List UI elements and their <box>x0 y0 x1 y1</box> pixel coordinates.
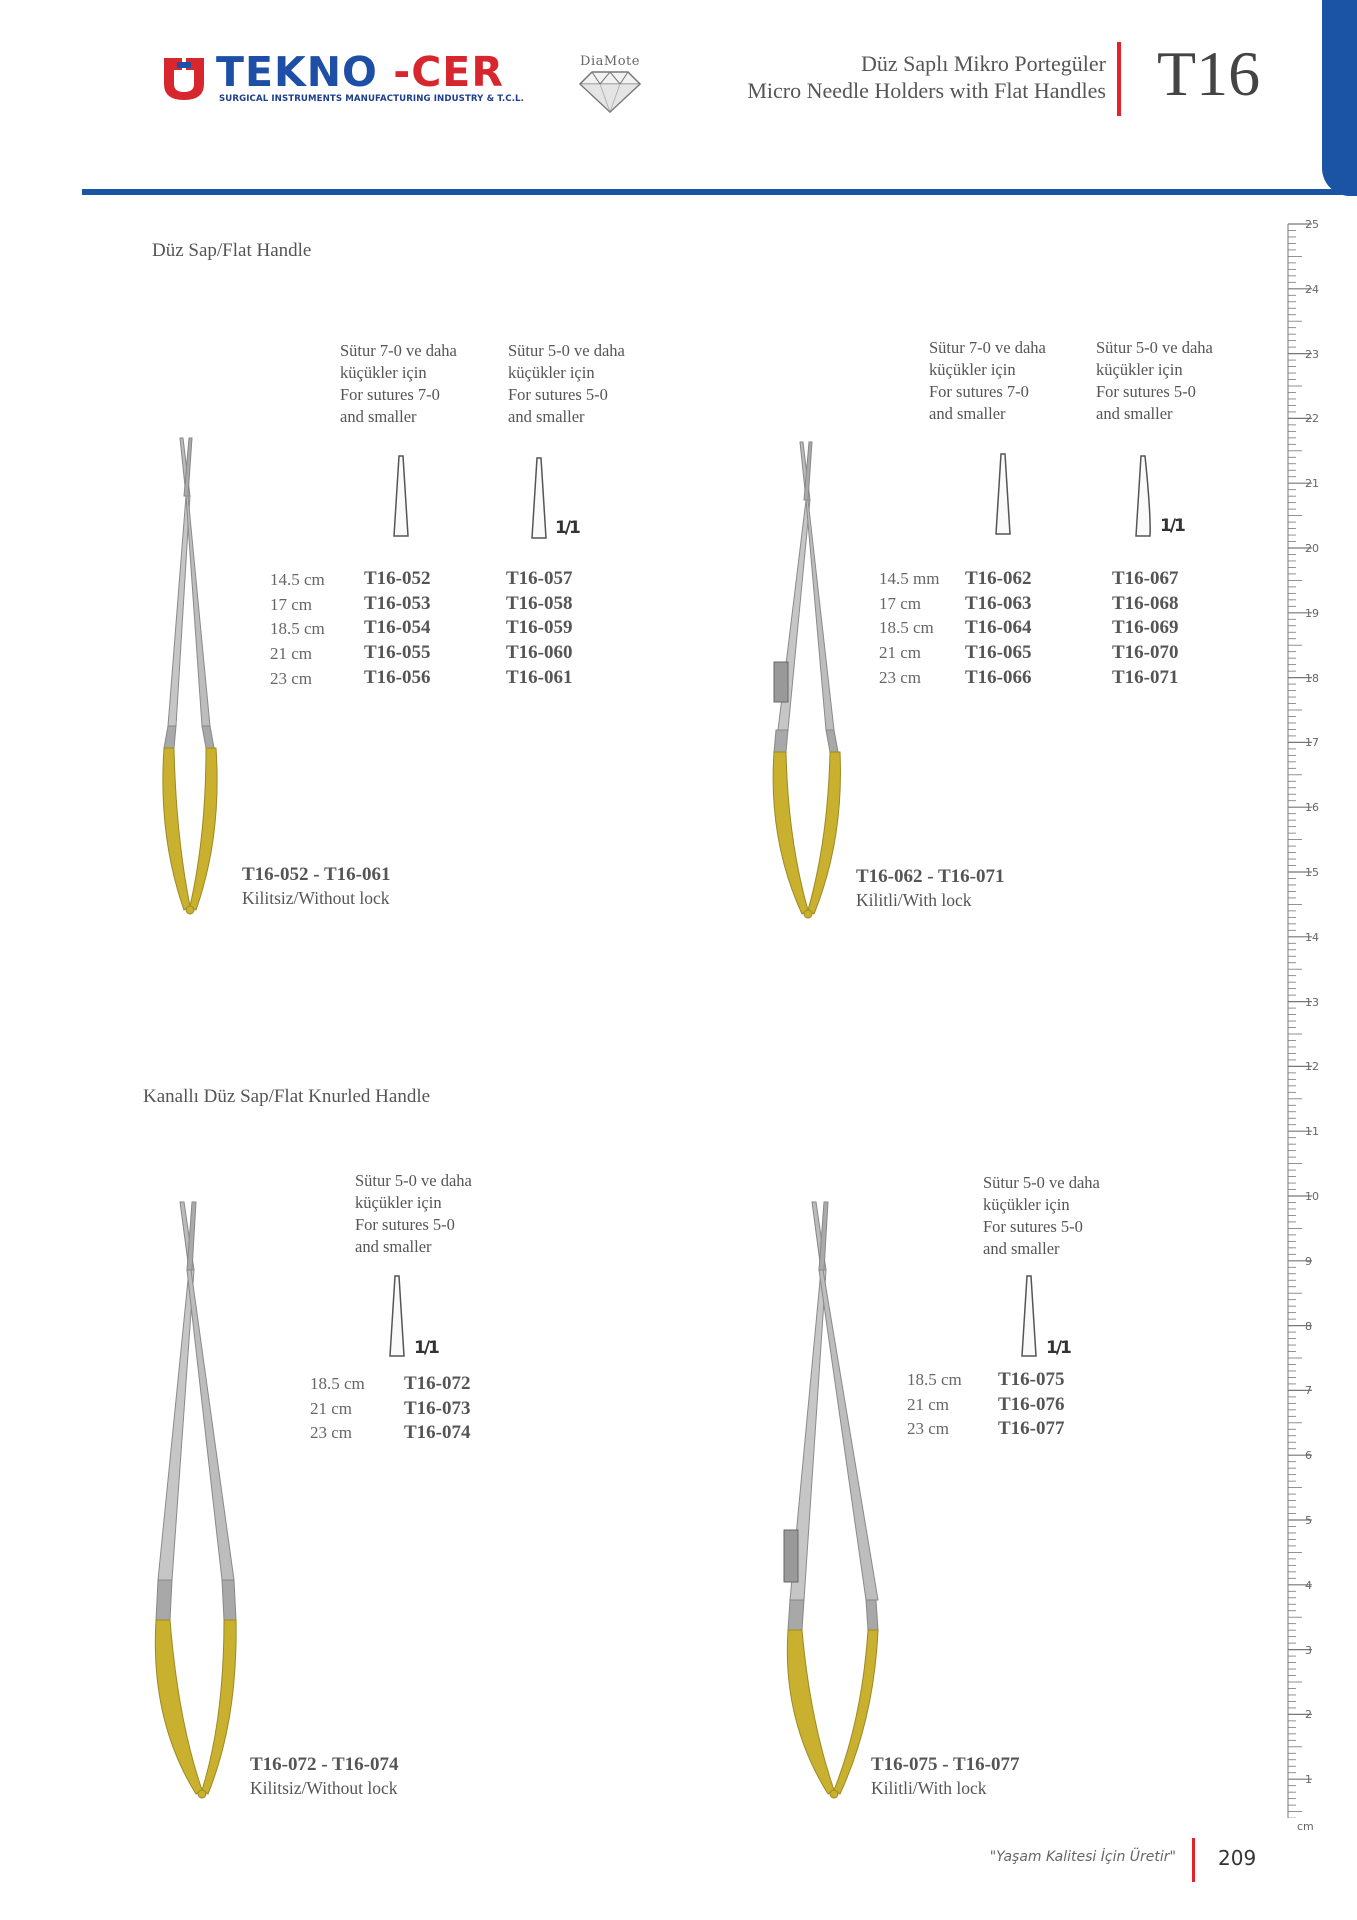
product-code: T16-074 <box>404 1422 471 1444</box>
size-value: 18.5 cm <box>310 1374 365 1393</box>
chapter-code: T16 <box>1157 38 1261 109</box>
product-code: T16-067 <box>1112 568 1179 589</box>
note-line: küçükler için <box>355 1193 442 1212</box>
size-value: 23 cm <box>310 1423 353 1443</box>
note-line: For sutures 7-0 <box>340 385 440 404</box>
size-value: 14.5 mm <box>879 569 940 588</box>
note-line: For sutures 7-0 <box>929 382 1029 401</box>
cm-ruler <box>1286 218 1319 1836</box>
note-line: For sutures 5-0 <box>983 1217 1083 1236</box>
product-code: T16-072 <box>404 1373 471 1394</box>
size-list <box>879 567 939 691</box>
size-value: 18.5 cm <box>270 619 325 639</box>
tip-ratio-label: 1/1 <box>1046 1338 1070 1358</box>
note-line: Sütur 5-0 ve daha <box>983 1173 1100 1192</box>
product-code-list-7-0 <box>965 567 1032 691</box>
ruler-label: 24 <box>1305 282 1319 296</box>
ruler-label: 19 <box>1305 606 1319 620</box>
size-value: 18.5 cm <box>879 618 934 638</box>
serrated-tip-icon <box>388 1274 406 1358</box>
size-value: 17 cm <box>879 593 922 613</box>
brand-subtitle: SURGICAL INSTRUMENTS MANUFACTURING INDUSTRY & T.C.L. <box>219 94 524 104</box>
size-value: 23 cm <box>907 1419 950 1439</box>
footer-divider <box>1192 1838 1195 1882</box>
ruler-unit: cm <box>1297 1820 1314 1833</box>
size-value: 23 cm <box>270 668 313 688</box>
note-line: and smaller <box>508 407 585 426</box>
ruler-label: 4 <box>1305 1578 1312 1592</box>
brand-name-suffix: -CER <box>393 48 504 96</box>
size-value: 21 cm <box>270 644 313 664</box>
tip-ratio-label: 1/1 <box>1160 516 1184 536</box>
note-line: Sütur 7-0 ve daha <box>340 341 457 360</box>
size-value: 14.5 cm <box>270 570 325 589</box>
product-code: T16-066 <box>965 666 1032 688</box>
suture-note-5-0 <box>983 1172 1100 1260</box>
ruler-label: 7 <box>1305 1384 1312 1398</box>
product-code-list <box>998 1368 1065 1442</box>
tip-ratio-label: 1/1 <box>414 1338 438 1358</box>
note-line: küçükler için <box>508 363 595 382</box>
note-line: For sutures 5-0 <box>508 385 608 404</box>
ruler-label: 5 <box>1305 1514 1312 1527</box>
note-line: and smaller <box>983 1239 1060 1258</box>
product-code: T16-062 <box>965 568 1032 589</box>
size-value: 21 cm <box>879 643 922 663</box>
product-code-list <box>404 1372 471 1446</box>
header-rule <box>82 189 1357 195</box>
note-line: and smaller <box>340 407 417 426</box>
smooth-tip-icon <box>392 454 410 538</box>
suture-note-5-0 <box>355 1170 472 1258</box>
brand-name <box>216 48 504 96</box>
lock-type: Kilitsiz/Without lock <box>250 1778 398 1798</box>
note-line: For sutures 5-0 <box>1096 382 1196 401</box>
diamond-icon <box>578 68 642 114</box>
product-code: T16-063 <box>965 592 1032 614</box>
brand-name-text: TEKNO <box>216 48 378 96</box>
ruler-label: 14 <box>1305 930 1319 944</box>
lock-type: Kilitsiz/Without lock <box>242 888 390 908</box>
product-code: T16-069 <box>1112 617 1179 639</box>
section-title-flat-handle: Düz Sap/Flat Handle <box>152 240 312 261</box>
serrated-tip-icon <box>530 456 548 540</box>
product-code-list-5-0 <box>506 567 573 691</box>
product-code: T16-052 <box>364 568 431 589</box>
size-value: 18.5 cm <box>907 1370 962 1389</box>
ruler-label: 22 <box>1305 412 1319 426</box>
product-range: T16-062 - T16-071 <box>856 866 1005 887</box>
note-line: and smaller <box>1096 404 1173 423</box>
ruler-label: 18 <box>1305 671 1319 685</box>
suture-note-5-0 <box>508 340 625 428</box>
smooth-tip-icon <box>994 452 1012 536</box>
serrated-tip-icon <box>1020 1274 1038 1358</box>
page-title <box>700 50 1106 104</box>
product-code: T16-053 <box>364 592 431 614</box>
diamote-brand: DiaMote <box>580 54 640 69</box>
note-line: For sutures 5-0 <box>355 1215 455 1234</box>
ruler-label: 16 <box>1305 801 1319 815</box>
size-list <box>310 1372 365 1446</box>
note-line: and smaller <box>355 1237 432 1256</box>
header-blue-tab <box>1322 0 1357 196</box>
ruler-label: 10 <box>1305 1190 1319 1203</box>
ruler-label: 17 <box>1305 736 1319 750</box>
ruler-label: 6 <box>1305 1449 1312 1463</box>
product-code: T16-061 <box>506 666 573 688</box>
product-code: T16-056 <box>364 666 431 688</box>
lock-type: Kilitli/With lock <box>871 1778 987 1798</box>
product-code: T16-077 <box>998 1418 1065 1440</box>
ruler-label: 15 <box>1305 866 1319 879</box>
size-value: 17 cm <box>270 594 313 614</box>
ruler-label: 12 <box>1305 1060 1319 1074</box>
page-title-en: Micro Needle Holders with Flat Handles <box>747 78 1106 103</box>
tekno-cer-logo-icon <box>160 56 208 102</box>
size-value: 21 cm <box>907 1394 950 1414</box>
note-line: küçükler için <box>983 1195 1070 1214</box>
needle-holder-without-lock-image <box>150 436 230 920</box>
suture-note-5-0 <box>1096 337 1213 425</box>
product-code: T16-070 <box>1112 642 1179 664</box>
product-code: T16-057 <box>506 568 573 589</box>
note-line: Sütur 5-0 ve daha <box>355 1171 472 1190</box>
lock-type: Kilitli/With lock <box>856 890 972 910</box>
product-code: T16-058 <box>506 592 573 614</box>
knurled-needle-holder-without-lock-image <box>140 1200 250 1804</box>
product-range: T16-072 - T16-074 <box>250 1754 399 1775</box>
ruler-label: 21 <box>1305 477 1319 491</box>
ruler-label: 8 <box>1305 1319 1312 1333</box>
size-list <box>907 1368 962 1442</box>
knurled-needle-holder-with-lock-image <box>770 1200 880 1804</box>
product-range: T16-052 - T16-061 <box>242 864 391 885</box>
page-title-tr: Düz Saplı Mikro Portegüler <box>860 51 1106 76</box>
footer-slogan: "Yaşam Kalitesi İçin Üretir" <box>989 1849 1176 1865</box>
ruler-label: 20 <box>1305 542 1319 555</box>
ruler-label: 11 <box>1305 1125 1319 1139</box>
product-code: T16-059 <box>506 617 573 639</box>
suture-note-7-0 <box>929 337 1046 425</box>
needle-holder-with-lock-image <box>756 440 852 924</box>
ruler-label: 2 <box>1305 1708 1312 1722</box>
section-title-flat-knurled-handle: Kanallı Düz Sap/Flat Knurled Handle <box>143 1086 431 1107</box>
suture-note-7-0 <box>340 340 457 428</box>
ruler-label: 1 <box>1305 1773 1312 1787</box>
product-code-list-7-0 <box>364 567 431 691</box>
ruler-label: 3 <box>1305 1643 1312 1657</box>
size-value: 21 cm <box>310 1398 353 1418</box>
product-code: T16-073 <box>404 1397 471 1419</box>
note-line: küçükler için <box>1096 360 1183 379</box>
product-code: T16-054 <box>364 617 431 639</box>
product-code: T16-075 <box>998 1369 1065 1390</box>
product-code-list-5-0 <box>1112 567 1179 691</box>
product-code: T16-055 <box>364 642 431 664</box>
tip-ratio-label: 1/1 <box>555 518 579 538</box>
note-line: küçükler için <box>929 360 1016 379</box>
product-code: T16-064 <box>965 617 1032 639</box>
product-code: T16-076 <box>998 1393 1065 1415</box>
note-line: Sütur 5-0 ve daha <box>1096 338 1213 357</box>
size-list <box>270 568 325 692</box>
serrated-tip-icon <box>1134 454 1152 538</box>
product-code: T16-060 <box>506 642 573 664</box>
page-number: 209 <box>1218 1846 1257 1870</box>
ruler-label: 9 <box>1305 1254 1312 1268</box>
product-code: T16-071 <box>1112 666 1179 688</box>
note-line: Sütur 7-0 ve daha <box>929 338 1046 357</box>
product-code: T16-065 <box>965 642 1032 664</box>
ruler-label: 13 <box>1305 995 1319 1009</box>
size-value: 23 cm <box>879 667 922 687</box>
note-line: küçükler için <box>340 363 427 382</box>
ruler-label: 25 <box>1305 218 1319 231</box>
ruler-label: 23 <box>1305 347 1319 361</box>
product-code: T16-068 <box>1112 592 1179 614</box>
product-range: T16-075 - T16-077 <box>871 1754 1020 1775</box>
title-divider <box>1117 42 1121 116</box>
note-line: Sütur 5-0 ve daha <box>508 341 625 360</box>
note-line: and smaller <box>929 404 1006 423</box>
